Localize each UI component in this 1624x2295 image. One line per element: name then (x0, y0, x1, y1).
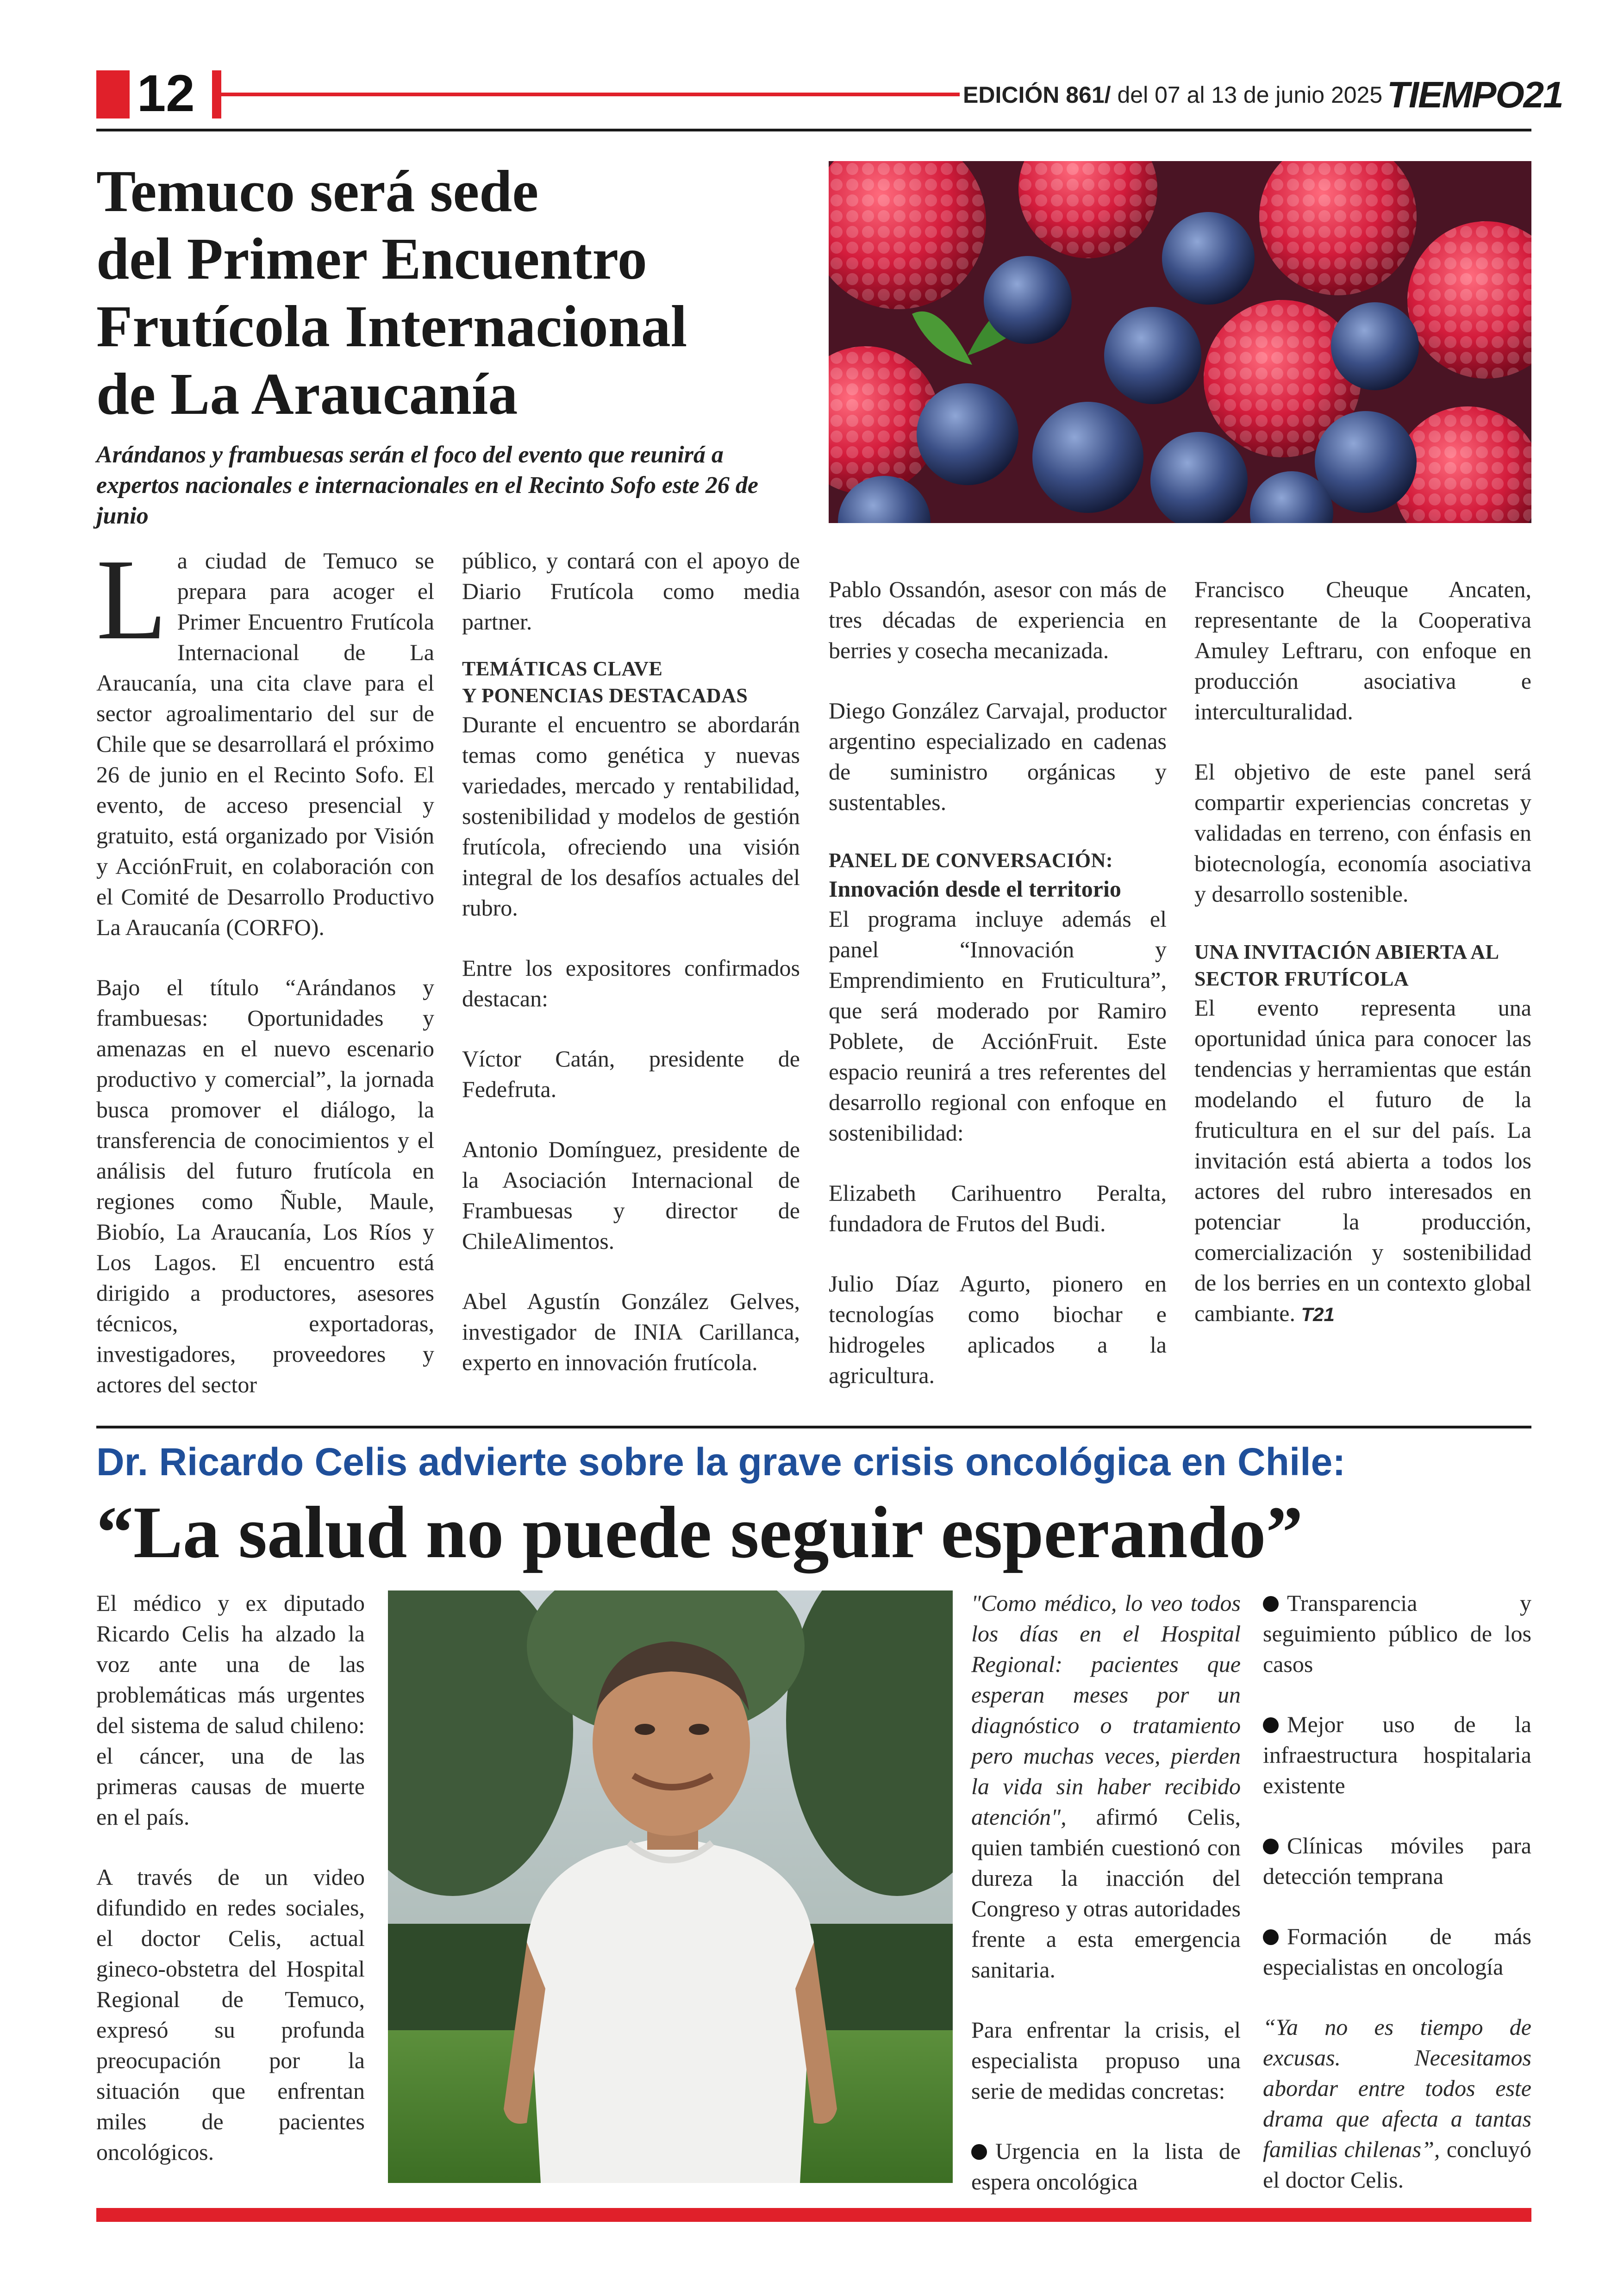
quote-attribution: concluyó el doctor Celis. (1263, 2136, 1531, 2193)
article-separator (96, 1426, 1531, 1428)
measure-text: Formación de más especialistas en oncología (1263, 1923, 1531, 1980)
article1-paragraph: Entre los expositores confirmados destacan: (462, 955, 800, 1011)
article1-paragraph: Elizabeth Carihuentro Peralta, fundadora de Frutos del Budi. (829, 1180, 1167, 1236)
edition-label: EDICIÓN 861/ (963, 82, 1111, 108)
subhead-panel-title: Innovación desde el territorio (829, 876, 1121, 902)
article1-paragraph: Francisco Cheuque Ancaten, representante de la Cooperativa Amuley Leftraru, con enfoque en producción asociativa e interculturalidad. (1194, 576, 1531, 724)
article1-paragraph: El objetivo de este panel será compartir experiencias concretas y validadas en terreno, con énfasis en biotecnología, economía asociativa y desarrollo sostenible. (1194, 759, 1531, 907)
edition-date: del 07 al 13 de junio 2025 (1117, 82, 1383, 108)
article1-paragraph: a ciudad de Temuco se prepara para acoger el Primer Encuentro Frutícola Internacional de La Araucanía, una cita clave para el sector agroalimentario del sur de Chile que se desarrollará el próximo 26 de junio en el Recinto Sofo. El evento, de acceso presencial y gratuito, está organizado por Visión y AcciónFruit, en colaboración con el Comité de Desarrollo Productivo La Araucanía (CORFO). (96, 548, 434, 940)
header-rule (221, 93, 960, 96)
article1-col1 (96, 536, 434, 1400)
article2-quote (971, 1588, 1241, 1985)
footer-red-bar (96, 2208, 1531, 2222)
article2-col4 (1263, 1588, 1531, 2195)
article1-paragraph: Diego González Carvajal, productor argentino especializado en cadenas de suministro orgánicas y sustentables. (829, 698, 1167, 815)
subhead-line: UNA INVITACIÓN ABIERTA AL (1194, 941, 1499, 963)
measure-item (1263, 1921, 1531, 1982)
measure-text: Mejor uso de la infraestructura hospitalaria existente (1263, 1711, 1531, 1798)
article1-title (96, 157, 814, 428)
subhead-line: Y PONENCIAS DESTACADAS (462, 684, 748, 707)
article1-closing-text: El evento representa una oportunidad única para conocer las tendencias y herramientas que están modelando el futuro de la fruticultura en el sur del país. La invitación está abierta a todos los actores del rubro interesados en potenciar la producción, comercialización y sostenibilidad de los berries en un contexto global cambiante. (1194, 995, 1531, 1326)
article1-paragraph (1194, 992, 1531, 1330)
measure-item (1263, 1588, 1531, 1679)
brand-logo (1387, 74, 1563, 116)
bullet-icon (971, 2144, 987, 2160)
subhead-tematicas (462, 655, 800, 709)
edition-line (963, 81, 1382, 109)
subhead-panel: PANEL DE CONVERSACIÓN: (829, 849, 1113, 872)
article1-paragraph: público, y contará con el apoyo de Diario Frutícola como media partner. (462, 548, 800, 635)
brand-logo-text: TIEMPO21 (1387, 74, 1563, 115)
article1-paragraph: Abel Agustín González Gelves, investigador de INIA Carillanca, experto en innovación frutícola. (462, 1288, 800, 1375)
article1-paragraph: Durante el encuentro se abordarán temas como genética y nuevas variedades, mercado y rentabilidad, sostenibilidad y modelos de gestión frutícola, ofreciendo una visión integral de los desafíos actuales del rubro. (462, 711, 800, 921)
end-mark-icon: T21 (1301, 1303, 1335, 1325)
measure-item (971, 2136, 1241, 2197)
measure-text: Clínicas móviles para detección temprana (1263, 1833, 1531, 1889)
article1-col3 (829, 574, 1167, 1391)
article1-paragraph: Antonio Domínguez, presidente de la Asociación Internacional de Frambuesas y director de ChileAlimentos. (462, 1136, 800, 1254)
article1-paragraph: Pablo Ossandón, asesor con más de tres décadas de experiencia en berries y cosecha mecanizada. (829, 576, 1167, 663)
header-red-bar-small (212, 70, 221, 118)
article2-closing-quote (1263, 2012, 1531, 2195)
article1-paragraph: Víctor Catán, presidente de Fedefruta. (462, 1046, 800, 1102)
doctor-portrait (388, 1590, 953, 2183)
berries-illustration (829, 161, 1531, 523)
header-bottom-rule (96, 129, 1531, 131)
article2-col3 (971, 1588, 1241, 2197)
article1-title-line: del Primer Encuentro (96, 226, 647, 292)
article1-paragraph: Bajo el título “Arándanos y frambuesas: Oportunidades y amenazas en el nuevo escenario productivo y comercial”, la jornada busca promover el diálogo, la transferencia de conocimientos y el análisis del futuro frutícola en regiones como Ñuble, Maule, Biobío, La Araucanía, Los Ríos y Los Lagos. El encuentro está dirigido a productores, asesores técnicos, exportadoras, investigadores, proveedores y actores del sector (96, 974, 434, 1397)
article2-paragraph: A través de un video difundido en redes sociales, el doctor Celis, actual gineco-obstetra del Hospital Regional de Temuco, expresó su profunda preocupación por la situación que enfrentan miles de pacientes oncológicos. (96, 1864, 365, 2165)
article2-kicker: Dr. Ricardo Celis advierte sobre la grave crisis oncológica en Chile: (96, 1440, 1346, 1484)
article1-col4 (1194, 574, 1531, 1330)
quote-text: "Como médico, lo veo todos los días en el Hospital Regional: pacientes que esperan meses por un diagnóstico o tratamiento pero muchas veces, pierden la vida sin haber recibido atención", (971, 1590, 1241, 1830)
bullet-icon (1263, 1596, 1279, 1612)
page-number: 12 (137, 64, 195, 122)
bullet-icon (1263, 1717, 1279, 1733)
article1-title-line: Frutícola Internacional (96, 293, 687, 359)
article1-deck: Arándanos y frambuesas serán el foco del evento que reunirá a expertos nacionales e internacionales en el Recinto Sofo este 26 de junio (96, 442, 758, 529)
measure-item (1263, 1709, 1531, 1801)
measure-text: Transparencia y seguimiento público de los casos (1263, 1590, 1531, 1677)
article1-paragraph: Julio Díaz Agurto, pionero en tecnologías como biochar e hidrogeles aplicados a la agricultura. (829, 1271, 1167, 1388)
article2-paragraph: El médico y ex diputado Ricardo Celis ha alzado la voz ante una de las problemáticas más urgentes del sistema de salud chileno: el cáncer, una de las primeras causas de muerte en el país. (96, 1590, 365, 1830)
article1-title-line: de La Araucanía (96, 361, 518, 427)
berries-image (829, 161, 1531, 523)
article1-paragraph: El programa incluye además el panel “Innovación y Emprendimiento en Fruticultura”, que será moderado por Ramiro Poblete, de AcciónFruit. Este espacio reunirá a tres referentes del desarrollo regional con enfoque en sostenibilidad: (829, 906, 1167, 1146)
bullet-icon (1263, 1929, 1279, 1945)
measure-text: Urgencia en la lista de espera oncológica (971, 2138, 1241, 2195)
bullet-icon (1263, 1839, 1279, 1854)
portrait-illustration (388, 1590, 953, 2183)
article1-col2 (462, 545, 800, 1378)
quote-attribution: afirmó Celis, quien también cuestionó con dureza la inacción del Congreso y otras autoridades frente a esta emergencia sanitaria. (971, 1804, 1241, 1983)
quote-text: “Ya no es tiempo de excusas. Necesitamos abordar entre todos este drama que afecta a tantas familias chilenas”, (1263, 2014, 1531, 2162)
measure-item (1263, 1830, 1531, 1891)
page-number-box (96, 70, 130, 118)
article2-paragraph: Para enfrentar la crisis, el especialista propuso una serie de medidas concretas: (971, 2017, 1241, 2104)
article2-col1 (96, 1588, 365, 2167)
subhead-line: TEMÁTICAS CLAVE (462, 657, 663, 680)
subhead-line: SECTOR FRUTÍCOLA (1194, 967, 1409, 990)
dropcap: L (96, 536, 167, 664)
article1-title-line: Temuco será sede (96, 158, 539, 224)
subhead-invitacion (1194, 939, 1531, 992)
article2-headline: “La salud no puede seguir esperando” (96, 1491, 1303, 1573)
